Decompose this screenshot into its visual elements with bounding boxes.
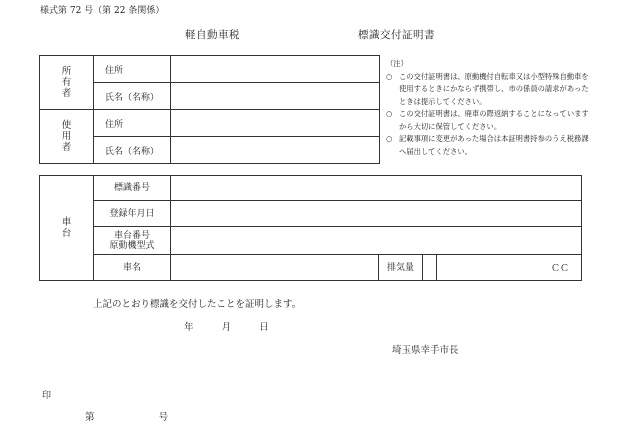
registration-date-label: 登録年月日 [94, 201, 171, 227]
vehicle-table [39, 175, 582, 281]
number-prefix: 第 [85, 412, 95, 423]
user-name-field[interactable] [171, 137, 380, 164]
note-text: この交付証明書は、廃車の際返納することになっていますから大切に保管してください。 [399, 109, 589, 131]
vehicle-name-label: 車名 [94, 255, 171, 281]
note-bullet-icon: ○ [386, 134, 393, 143]
user-name-label: 氏名（名称） [94, 137, 171, 164]
plate-number-row [40, 176, 582, 201]
displacement-spacer [423, 255, 437, 281]
displacement-unit: ＣＣ [550, 264, 569, 274]
chassis-engine-field[interactable] [171, 227, 582, 255]
engine-type-label: 原動機型式 [109, 240, 155, 251]
note-text: この交付証明書は、原動機付自転車又は小型特殊自動車を使用するときにかならず携帯し、市の係員の請求があったときは提示してください。 [399, 71, 589, 106]
date-month: 月 [221, 322, 232, 333]
seal-label: 印 [42, 391, 52, 401]
registration-date-field[interactable] [171, 201, 582, 227]
notes-heading: （注） [386, 59, 408, 68]
owner-address-label: 住所 [94, 56, 171, 83]
certificate-title: 標識交付証明書 [358, 29, 435, 41]
chassis-engine-row [40, 227, 582, 255]
user-group-cell [40, 110, 94, 164]
user-address-field[interactable] [171, 110, 380, 137]
user-address-label: 住所 [94, 110, 171, 137]
vehicle-name-row [40, 255, 582, 281]
note-item [386, 71, 591, 109]
vehicle-group-label: 車台 [61, 217, 72, 239]
chassis-engine-label [94, 227, 171, 255]
registration-date-row [40, 201, 582, 227]
vehicle-name-field[interactable] [171, 255, 379, 281]
note-bullet-icon: ○ [386, 71, 393, 81]
owner-group-cell [40, 56, 94, 110]
owner-address-row [40, 56, 380, 83]
chassis-number-label: 車台番号 [113, 230, 150, 241]
issue-date [184, 323, 269, 333]
note-item [386, 133, 591, 158]
date-day: 日 [259, 322, 269, 333]
owner-address-field[interactable] [171, 56, 380, 83]
owner-table [39, 55, 380, 164]
certify-statement: 上記のとおり標識を交付したことを証明します。 [93, 299, 302, 310]
issuer-name: 埼玉県幸手市長 [392, 345, 459, 356]
note-bullet-icon: ○ [386, 109, 393, 118]
owner-name-label: 氏名（名称） [94, 83, 171, 110]
tax-title: 軽自動車税 [185, 29, 240, 41]
note-item [386, 108, 591, 133]
plate-number-field[interactable] [171, 176, 582, 201]
owner-name-field[interactable] [171, 83, 380, 110]
notes-block [386, 58, 591, 158]
user-group-label: 使用者 [61, 120, 72, 153]
form-number: 様式第 72 号（第 22 条関係） [40, 6, 165, 16]
displacement-field[interactable] [437, 255, 582, 281]
user-address-row [40, 110, 380, 137]
owner-group-label: 所有者 [61, 66, 72, 99]
plate-number-label: 標識番号 [94, 176, 171, 201]
date-year: 年 [184, 322, 194, 333]
number-suffix: 号 [158, 412, 169, 423]
certificate-number [85, 413, 168, 423]
displacement-label: 排気量 [379, 255, 423, 281]
vehicle-group-cell [40, 176, 94, 281]
note-text: 記載事項に変更があった場合は本証明書持参のうえ税務課へ届出してください。 [399, 134, 589, 156]
